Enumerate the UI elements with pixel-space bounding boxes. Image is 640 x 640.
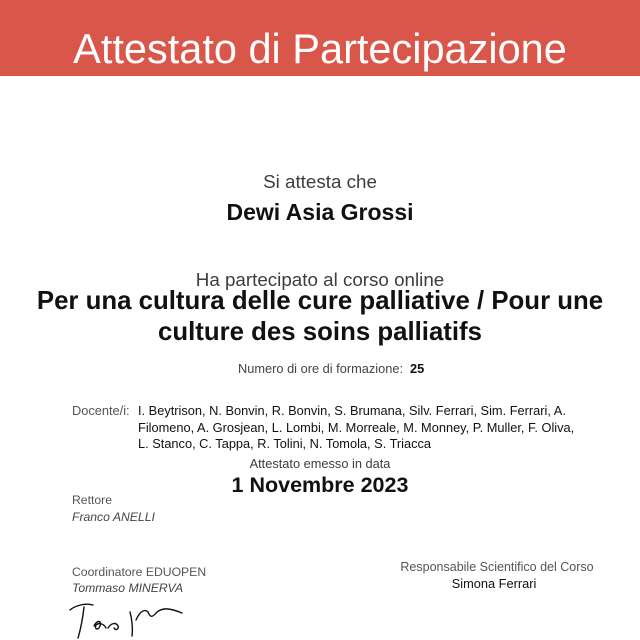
- issued-label: Attestato emesso in data: [249, 455, 391, 471]
- scientific-lead-name: Simona Ferrari: [451, 575, 537, 591]
- teachers-line: L. Stanco, C. Tappa, R. Tolini, N. Tomola, S. Triacca: [138, 435, 432, 451]
- coordinator-name: Tommaso MINERVA: [72, 581, 184, 595]
- participation-text: Ha partecipato al corso online: [195, 269, 445, 290]
- intro-text: Si attesta che: [263, 171, 377, 192]
- course-title-line: culture des soins palliatifs: [158, 318, 482, 346]
- training-hours: [238, 360, 425, 376]
- teachers-label: Docente/i:: [72, 402, 130, 418]
- recipient-name: Dewi Asia Grossi: [226, 198, 414, 225]
- certificate-header: [0, 0, 640, 76]
- teachers-line: I. Beytrison, N. Bonvin, R. Bonvin, S. Brumana, Silv. Ferrari, Sim. Ferrari, A.: [138, 402, 566, 418]
- coordinator-role: Coordinatore EDUOPEN: [72, 565, 207, 579]
- rector-role: Rettore: [72, 493, 112, 507]
- course-title-line: Per una cultura delle cure palliative / Pour une: [36, 287, 604, 315]
- training-hours-value: 25: [410, 360, 425, 376]
- rector-name: Franco ANELLI: [72, 510, 155, 524]
- training-hours-label: Numero di ore di formazione:: [238, 360, 404, 376]
- coordinator-signature: [66, 598, 190, 640]
- certificate-title: Attestato di Partecipazione: [73, 25, 567, 72]
- teachers-line: Filomeno, A. Grosjean, L. Lombi, M. Morreale, M. Monney, P. Muller, F. Oliva,: [138, 419, 575, 435]
- issued-date: 1 Novembre 2023: [231, 472, 409, 497]
- scientific-lead-role: Responsabile Scientifico del Corso: [400, 559, 594, 574]
